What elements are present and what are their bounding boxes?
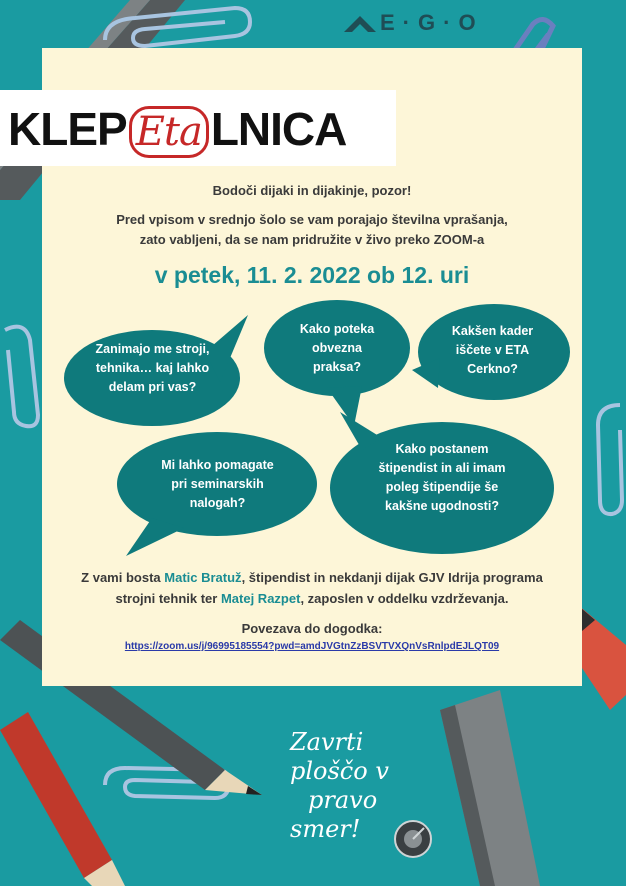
bubble-2-line-3: praksa? — [313, 360, 361, 374]
page-title — [8, 104, 346, 154]
hosts-line2-start: strojni tehnik ter — [115, 591, 218, 606]
bubble-5-line-3: poleg štipendije še — [385, 480, 499, 494]
paperclip-right-icon — [590, 400, 626, 520]
bubble-3-line-1: Kakšen kader — [451, 324, 534, 338]
hosts-prefix: Z vami bosta — [81, 570, 161, 585]
bubble-1-line-3: delam pri vas? — [108, 380, 197, 394]
bubble-5-line-1: Kako postanem — [395, 442, 489, 456]
hosts-line-1 — [42, 568, 582, 588]
bubble-5-line-4: kakšne ugodnosti? — [385, 499, 499, 513]
bubble-4-line-3: nalogah? — [189, 496, 246, 510]
bubble-5-line-2: štipendist in ali imam — [378, 461, 506, 475]
bubble-2-line-1: Kako poteka — [299, 322, 375, 336]
bubble-4-line-1: Mi lahko pomagate — [161, 458, 274, 472]
host-name-1: Matic Bratuž — [164, 570, 242, 585]
bubble-3-line-2: iščete v ETA — [455, 343, 530, 357]
logo-mark-icon — [344, 14, 376, 34]
intro-line-2: Pred vpisom v srednjo šolo se vam porajajo številna vprašanja, — [116, 212, 508, 227]
bubble-1-text — [70, 340, 235, 397]
bubble-4-line-2: pri seminarskih — [171, 477, 264, 491]
bubble-2-line-2: obvezna — [311, 341, 362, 355]
bubble-4-text — [130, 456, 305, 513]
bubble-5-text — [342, 440, 542, 516]
logo-text: E·G·O — [380, 10, 484, 35]
intro-line-3: zato vabljeni, da se nam pridružite v živo preko ZOOM-a — [139, 232, 485, 247]
ego-logo — [344, 10, 484, 36]
slogan-line-2: ploščo v — [290, 757, 389, 785]
pencil-red-icon — [0, 700, 140, 886]
intro-line-1: Bodoči dijaki in dijakinje, pozor! — [212, 183, 412, 198]
slogan-line-1: Zavrti — [290, 728, 364, 756]
host-name-2: Matej Razpet — [220, 591, 301, 606]
hosts-middle: , štipendist in nekdanji dijak GJV Idrija programa — [241, 570, 543, 585]
ruler-bottom-right-icon — [430, 690, 540, 886]
slogan-line-4: smer! — [290, 815, 361, 843]
event-date: v petek, 11. 2. 2022 ob 12. uri — [154, 262, 470, 288]
hosts-line-2 — [42, 589, 582, 609]
bubble-2-text — [277, 320, 397, 377]
title-part2: LNICA — [210, 103, 347, 155]
title-eta-logo: Eta — [129, 106, 209, 158]
bubble-3-text — [430, 322, 555, 379]
slogan — [290, 728, 430, 844]
bubble-1-line-2: tehnika… kaj lahko — [95, 361, 210, 375]
slogan-line-3: pravo — [308, 786, 378, 814]
bubble-1-line-1: Zanimajo me stroji, — [95, 342, 210, 356]
hosts-line2-end: , zaposlen v oddelku vzdrževanja. — [300, 591, 509, 606]
title-part1: KLEP — [8, 103, 127, 155]
bubble-3-line-3: Cerkno? — [467, 362, 518, 376]
zoom-link[interactable]: https://zoom.us/j/96995185554?pwd=amdJVGtnZzBSVTVXQnVsRnlpdEJLQT09 — [124, 641, 500, 652]
link-label: Povezava do dogodka: — [241, 621, 383, 636]
